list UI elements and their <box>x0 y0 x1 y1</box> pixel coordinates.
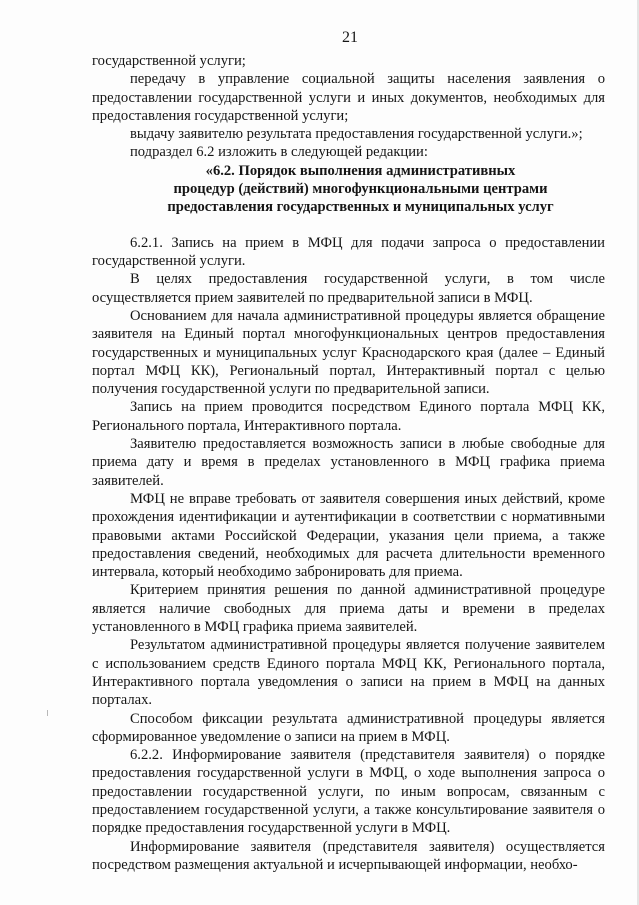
paragraph-appointment-choice: Заявителю предоставляется возможность записи в любые свободные для приема дату и время в пределах установленного в МФЦ графика приема заявителей. <box>92 436 605 489</box>
document-body <box>92 52 605 874</box>
page-number: 21 <box>342 29 358 46</box>
paragraph-prior-appointment: В целях предоставления государственной услуги, в том числе осуществляется прием заявителей по предварительной записи в МФЦ. <box>92 271 605 306</box>
paragraph-procedure-basis: Основанием для начала административной процедуры является обращение заявителя на Единый портал многофункциональных центров предоставления государственных и муниципальных услуг Краснодарского края (далее – Единый портал МФЦ КК), Региональный портал, Интерактивный портал с целью получения государственной услуги по предварительной записи. <box>92 307 605 398</box>
paragraph-transfer-clause: передачу в управление социальной защиты населения заявления о предоставлении государственной услуги и иных документов, необходимых для предоставления государственной услуги; <box>92 71 605 124</box>
paragraph-continuation: государственной услуги; <box>92 53 246 69</box>
paragraph-result-recording: Способом фиксации результата административной процедуры является сформированное уведомление о записи на прием в МФЦ. <box>92 710 605 745</box>
paragraph-amendment-intro: подраздел 6.2 изложить в следующей редакции: <box>130 144 428 161</box>
paragraph-procedure-result: Результатом административной процедуры является получение заявителем с использованием средств Единого портала МФЦ КК, Регионального портала, Интерактивного портала уведомления о записи на прием в МФЦ на данных порталах. <box>92 637 605 709</box>
scan-margin-mark <box>47 710 48 716</box>
section-heading-line-1: «6.2. Порядок выполнения административных <box>205 162 516 179</box>
paragraph-6-2-2: 6.2.2. Информирование заявителя (представителя заявителя) о порядке предоставления государственной услуги в МФЦ, о ходе выполнения запроса о предоставлении государственной услуги, по иным вопросам, связанным с предоставлением государственной услуги, а также консультирование заявителя о порядке предоставления государственной услуги в МФЦ. <box>92 747 605 837</box>
paragraph-mfc-restrictions: МФЦ не вправе требовать от заявителя совершения иных действий, кроме прохождения идентификации и аутентификации в соответствии с нормативными правовыми актами Российской Федерации, указания цели приема, а также предоставления сведений, необходимых для расчета длительности временного интервала, который необходимо забронировать для приема. <box>92 490 605 581</box>
paragraph-6-2-1: 6.2.1. Запись на прием в МФЦ для подачи запроса о предоставлении государственной услуги. <box>92 234 605 270</box>
section-heading <box>92 162 605 216</box>
section-heading-line-2: процедур (действий) многофункциональными центрами <box>173 180 548 197</box>
paragraph-appointment-channels: Запись на прием проводится посредством Единого портала МФЦ КК, Регионального портала, Интерактивного портала. <box>92 399 605 434</box>
section-heading-line-3: предоставления государственных и муниципальных услуг <box>167 198 554 215</box>
paragraph-informing: Информирование заявителя (представителя заявителя) осуществляется посредством размещения актуальной и исчерпывающей информации, необхо- <box>92 838 605 873</box>
paragraph-decision-criterion: Критерием принятия решения по данной административной процедуре является наличие свободных для приема даты и времени в пределах установленного в МФЦ графика приема заявителей. <box>92 582 605 636</box>
paragraph-issue-result-clause: выдачу заявителю результата предоставления государственной услуги.»; <box>130 126 583 143</box>
